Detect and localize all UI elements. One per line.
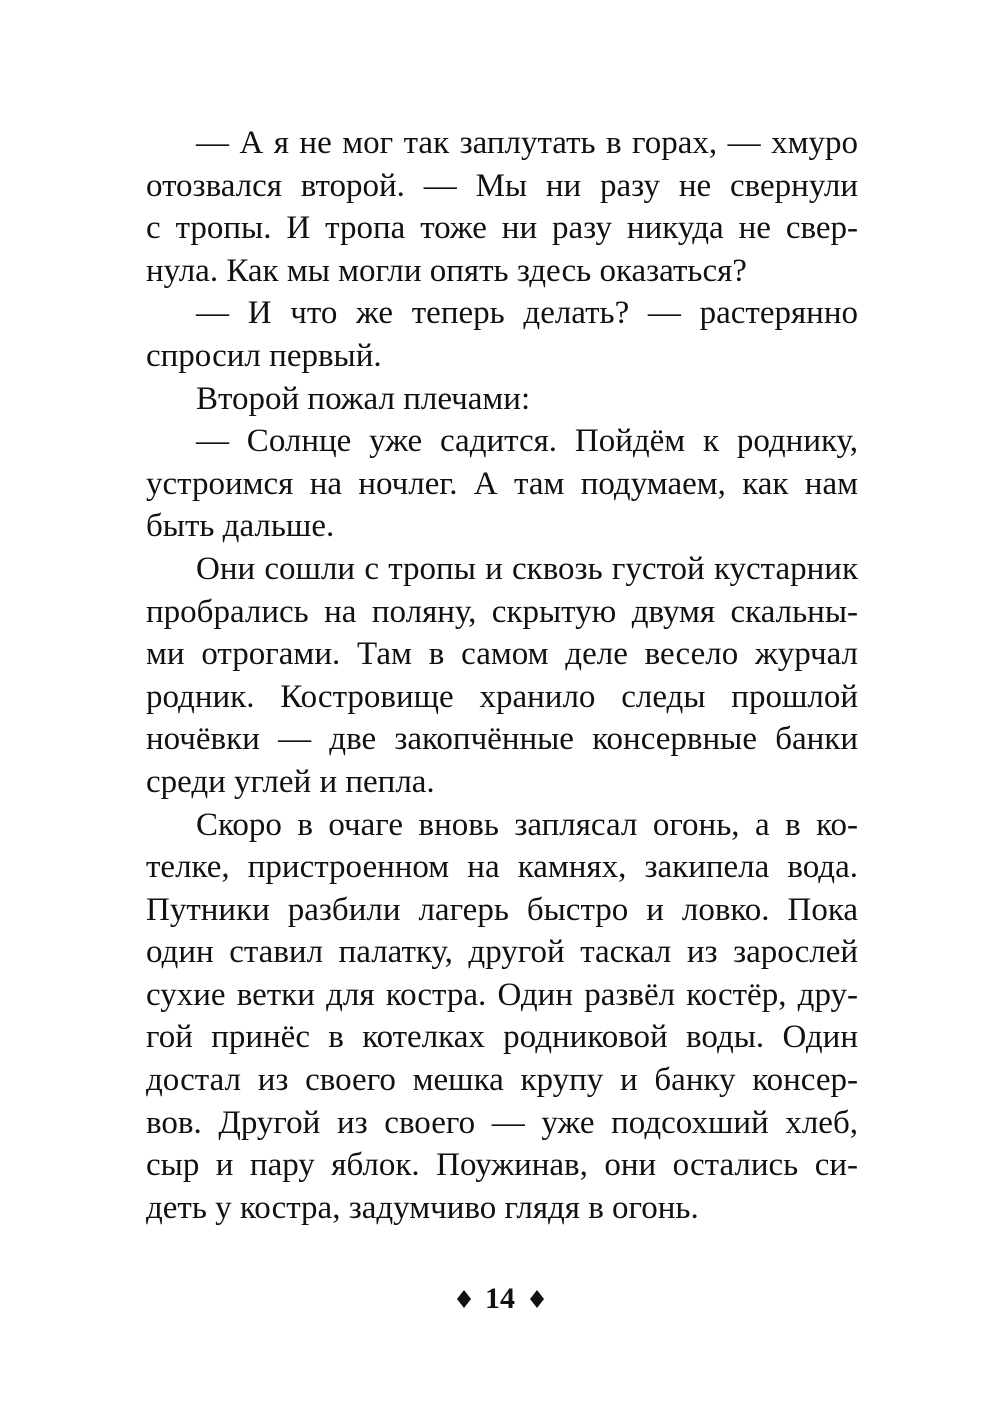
text-line: вов. Другой из своего — уже подсохший хлеб, — [146, 1104, 858, 1141]
text-line: — А я не мог так заплутать в горах, — хмуро — [196, 125, 858, 161]
text-line: — Солнце уже садится. Пойдём к роднику, — [196, 423, 858, 460]
text-line: нула. Как мы могли опять здесь оказаться? — [146, 252, 747, 289]
text-line: Путники разбили лагерь быстро и ловко. Пока — [146, 891, 858, 928]
text-line: с тропы. И тропа тоже ни разу никуда не свер- — [146, 210, 858, 247]
diamond-icon — [456, 1289, 472, 1309]
text-line: гой принёс в котелках родниковой воды. Один — [146, 1019, 858, 1056]
text-line: сыр и пару яблок. Поужинав, они остались си- — [146, 1147, 858, 1184]
text-line: Второй пожал плечами: — [196, 380, 531, 417]
page-number: 14 — [485, 1282, 515, 1316]
text-line: отозвался второй. — Мы ни разу не свернули — [146, 167, 858, 204]
text-line: телке, пристроенном на камнях, закипела вода. — [146, 849, 858, 886]
text-line: достал из своего мешка крупу и банку консер- — [146, 1062, 858, 1099]
text-line: ночёвки — две закопчённые консервные банки — [146, 721, 858, 758]
page-number-footer — [0, 1280, 1000, 1316]
diamond-icon — [529, 1289, 545, 1309]
text-line: деть у костра, задумчиво глядя в огонь. — [146, 1189, 699, 1226]
text-line: устроимся на ночлег. А там подумаем, как нам — [146, 465, 858, 502]
text-line: один ставил палатку, другой таскал из зарослей — [146, 934, 858, 971]
text-line: сухие ветки для костра. Один развёл костёр, дру- — [146, 976, 858, 1013]
text-line: быть дальше. — [146, 508, 335, 545]
text-line: Они сошли с тропы и сквозь густой кустарник — [196, 550, 858, 587]
text-line: среди углей и пепла. — [146, 763, 435, 800]
text-line: пробрались на поляну, скрытую двумя скальны- — [146, 593, 858, 630]
text-line: спросил первый. — [146, 337, 382, 374]
body-text — [146, 122, 858, 1229]
text-line: родник. Костровище хранило следы прошлой — [146, 678, 858, 715]
text-line: ми отрогами. Там в самом деле весело журчал — [146, 636, 858, 673]
text-line: Скоро в очаге вновь заплясал огонь, а в ко- — [196, 806, 858, 843]
text-line: — И что же теперь делать? — растерянно — [196, 295, 858, 332]
